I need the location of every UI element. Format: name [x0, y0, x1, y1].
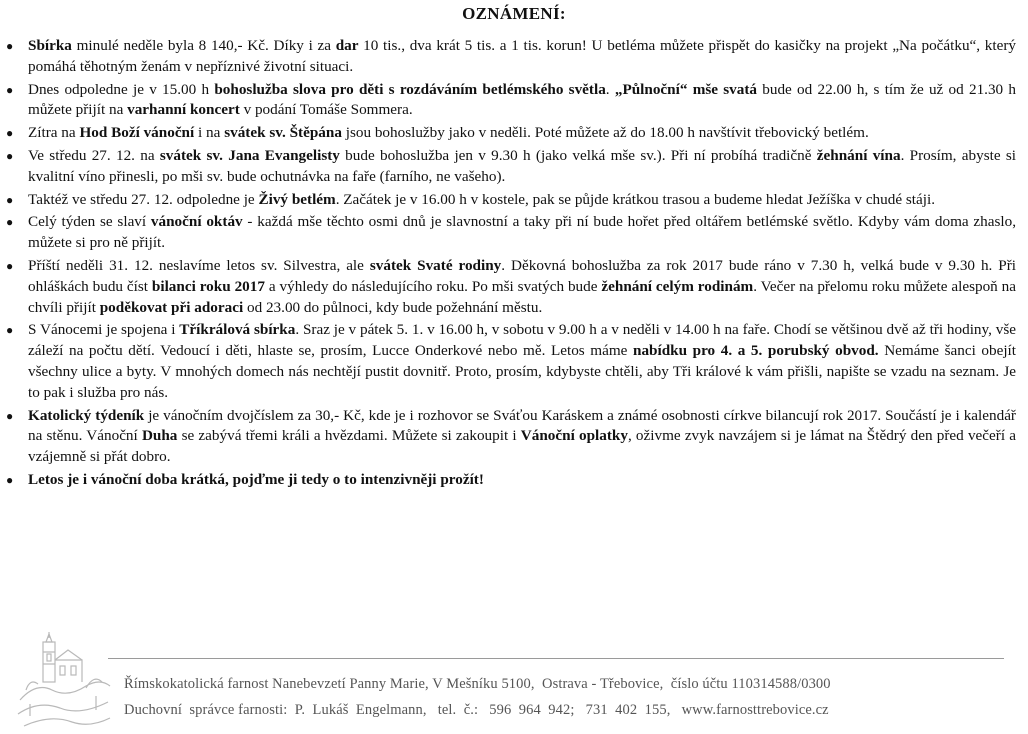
announcement-highlight: „Půlnoční“ mše svatá: [614, 80, 757, 98]
announcement-text: i na: [194, 124, 225, 142]
announcement-text: je vánočním dvojčíslem za 30,- Kč, kde je i rozhovor se Sváťou Karáskem a známé osobnosti církve bilancují rok 2017. Součástí je i kalendář na stěnu. Vánoční: [28, 406, 1016, 445]
announcement-item: [0, 146, 1016, 188]
announcement-text: od 23.00 do půlnoci, kdy bude požehnání městu.: [243, 298, 543, 316]
announcement-highlight: Živý betlém: [258, 190, 336, 208]
announcement-text: Ve středu 27. 12. na: [28, 146, 160, 164]
announcement-text: . Večer na přelomu roku můžete alespoň na chvíli přijít: [28, 277, 1016, 316]
announcement-text: bude bohoslužba jen v 9.30 h (jako velká mše sv.). Při ní probíhá tradičně: [339, 146, 817, 164]
announcement-item: [0, 36, 1016, 78]
bullet-icon: ●: [6, 258, 14, 273]
announcement-text: v podání Tomáše Sommera.: [239, 101, 413, 119]
announcement-highlight: svátek Svaté rodiny: [369, 256, 502, 274]
announcement-item: [0, 190, 1016, 211]
announcement-highlight: Katolický týdeník: [28, 406, 145, 424]
announcement-text: S Vánocemi je spojena i: [28, 321, 180, 339]
announcement-item: [0, 470, 1016, 491]
announcement-highlight: Sbírka: [28, 37, 72, 54]
bullet-icon: ●: [6, 39, 14, 53]
announcement-text: . Sraz je v pátek 5. 1. v 16.00 h, v sobotu v 9.00 h a v neděli v 14.00 h na faře. Chodí se většinou dvě až tři hodiny, vše záleží na počtu dětí. Vedoucí i děti, hlaste se, prosím, Lucce Onderkové nebo mě. Letos máme: [28, 321, 1017, 360]
announcement-highlight: nabídku pro 4. a 5. porubský obvod.: [633, 342, 879, 360]
bullet-icon: ●: [6, 148, 14, 163]
announcement-highlight: Hod Boží vánoční: [79, 124, 195, 142]
announcement-list: [0, 36, 1016, 493]
announcement-text: bude od 22.00 h, s tím že už od 21.30 h můžete přijít na: [28, 80, 1016, 119]
announcement-text: . Začátek je v 16.00 h v kostele, pak se půjde krátkou trasou a budeme hledat Ježíška v chudé stáji.: [335, 190, 935, 208]
announcement-item: [0, 406, 1016, 468]
announcement-text: . Prosím, abyste si kvalitní víno přinesli, po mši sv. bude ochutnávka na faře (farního, ne vašeho).: [28, 146, 1016, 185]
announcement-text: Nemáme šanci obejít všechny ulice a byty. V mnohých domech nás nechtějí pustit dovnitř. Proto, prosím, kdybyste chtěli, aby Tři králové k vám přišli, napište se vzadu na seznam. Je to pak i služba pro nás.: [28, 342, 1016, 401]
bullet-icon: ●: [6, 215, 14, 230]
announcement-text: se zabývá třemi králi a hvězdami. Můžete si zakoupit i: [177, 427, 521, 445]
announcement-text: Dnes odpoledne je v 15.00 h: [28, 80, 215, 98]
page-title: OZNÁMENÍ:: [462, 4, 566, 23]
announcement-text: minulé neděle byla 8 140,- Kč. Díky i za: [71, 37, 336, 54]
announcement-item: [0, 320, 1016, 403]
announcement-text: a výhledy do následujícího roku. Po mši svatých bude: [264, 277, 602, 295]
announcement-highlight: svátek sv. Štěpána: [224, 124, 342, 142]
announcement-highlight: žehnání celým rodinám: [601, 277, 754, 295]
announcement-highlight: svátek sv. Jana Evangelisty: [159, 146, 340, 164]
announcement-text: Taktéž ve středu 27. 12. odpoledne je: [28, 190, 259, 208]
announcement-item: [0, 212, 1016, 254]
announcement-text: , oživme zvyk navzájem si je lámat na Štědrý den před večeří a vzájemně si přát dobro.: [28, 427, 1016, 466]
announcement-highlight: poděkovat při adoraci: [99, 298, 244, 316]
church-logo: [16, 630, 112, 730]
bullet-icon: ●: [6, 472, 14, 487]
announcement-text: - každá mše těchto osmi dnů je slavnostní a taky při ní bude hořet před oltářem betlémské světlo. Kdyby vám doma zhaslo, můžete si pro ně přijít.: [28, 213, 1017, 252]
announcement-highlight: dar: [335, 37, 359, 54]
announcement-text: . Děkovná bohoslužba za rok 2017 bude ráno v 7.30 h, velká bude v 9.30 h. Při ohláškách budu číst: [28, 256, 1017, 295]
footer-divider: [108, 658, 1004, 659]
announcement-highlight: Letos je i vánoční doba krátká, pojďme ji tedy o to intenzivněji prožít!: [28, 470, 484, 488]
announcement-highlight: Tříkrálová sbírka: [179, 321, 296, 339]
announcement-text: Příští neděli 31. 12. neslavíme letos sv. Silvestra, ale: [28, 256, 370, 274]
announcement-text: Celý týden se slaví: [28, 213, 151, 231]
announcement-text: jsou bohoslužby jako v neděli. Poté můžete až do 18.00 h navštívit třebovický betlém.: [341, 124, 869, 142]
bullet-icon: ●: [6, 126, 14, 141]
announcement-highlight: bohoslužba slova pro děti s rozdáváním betlémského světla: [214, 80, 606, 98]
announcement-highlight: vánoční oktáv: [150, 213, 243, 231]
announcement-highlight: Vánoční oplatky: [520, 427, 628, 445]
bullet-icon: ●: [6, 323, 14, 338]
bullet-icon: ●: [6, 408, 14, 423]
announcement-text: Zítra na: [28, 124, 80, 142]
footer-contact: Duchovní správce farnosti: P. Lukáš Engelmann, tel. č.: 596 964 942; 731 402 155, www.farnosttrebovice.cz: [124, 702, 829, 718]
announcement-item: [0, 123, 1016, 144]
footer-address: Římskokatolická farnost Nanebevzetí Panny Marie, V Mešníku 5100, Ostrava - Třebovice, číslo účtu 110314588/0300: [124, 676, 831, 692]
bullet-icon: ●: [6, 82, 14, 97]
announcement-highlight: Duha: [141, 427, 178, 445]
announcement-text: .: [605, 80, 615, 98]
announcement-highlight: žehnání vína: [816, 146, 901, 164]
announcement-item: [0, 256, 1016, 318]
announcement-text: 10 tis., dva krát 5 tis. a 1 tis. korun! U betléma můžete přispět do kasičky na projekt „Na počátku“, který pomáhá těhotným ženám v nepříznivé životní situaci.: [28, 37, 1016, 75]
announcement-highlight: bilanci roku 2017: [151, 277, 265, 295]
announcement-item: [0, 80, 1016, 122]
bullet-icon: ●: [6, 192, 14, 207]
announcement-highlight: varhanní koncert: [127, 101, 240, 119]
